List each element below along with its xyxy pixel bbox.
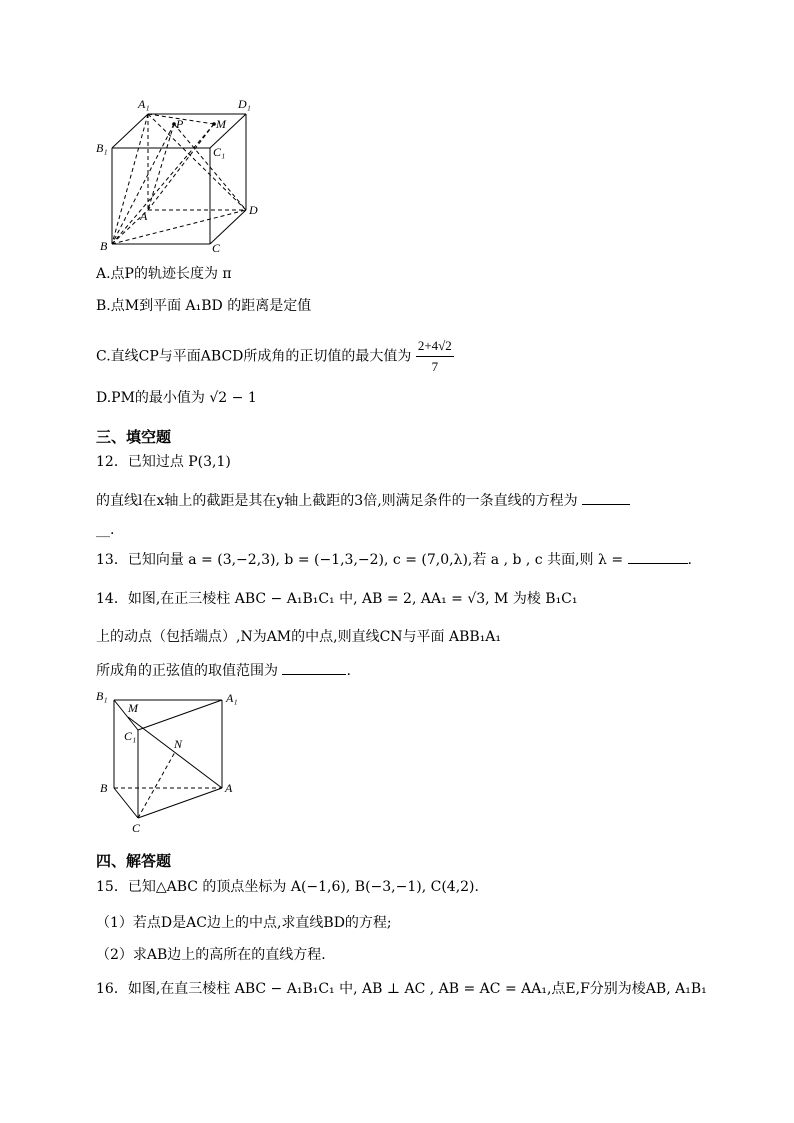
label-a: A <box>140 209 148 223</box>
label-n: N <box>174 737 183 751</box>
option-c-numerator: 2+4√2 <box>416 336 454 357</box>
label-d: D <box>249 203 258 217</box>
question-15: 15．已知△ABC 的顶点坐标为 A(−1,6), B(−3,−1), C(4,2). <box>96 879 479 895</box>
label-p: P <box>176 117 184 131</box>
label-b1: B₁ <box>96 689 108 703</box>
answer-blank-14 <box>282 660 346 675</box>
question-12-text: 的直线l在x轴上的截距是其在y轴上截距的3倍,则满足条件的一条直线的方程为 <box>96 493 578 509</box>
label-b1: B₁ <box>96 141 108 155</box>
option-a: A.点P的轨迹长度为 π <box>96 266 232 282</box>
question-12-line1: 12．已知过点 P(3,1) <box>96 454 231 470</box>
label-a1: A₁ <box>138 97 150 111</box>
option-b: B.点M到平面 A₁BD 的距离是定值 <box>96 298 312 314</box>
option-d: D.PM的最小值为 √2 − 1 <box>96 390 257 406</box>
question-15-part2: （2）求AB边上的高所在的直线方程. <box>96 947 326 963</box>
question-16: 16．如图,在直三棱柱 ABC − A₁B₁C₁ 中, AB ⊥ AC , AB = AC = AA₁,点E,F分别为棱AB, A₁B₁ <box>96 981 707 997</box>
section-fill-in-heading: 三、填空题 <box>96 428 172 446</box>
label-c: C <box>212 241 221 255</box>
prism-figure <box>94 686 254 836</box>
label-c1: C₁ <box>124 729 137 743</box>
question-13: 13．已知向量 a = (3,−2,3), b = (−1,3,−2), c = (7,0,λ),若 a , b , c 共面,则 λ = . <box>96 549 692 570</box>
answer-blank-13 <box>628 549 688 564</box>
label-m: M <box>216 117 226 131</box>
section-answer-heading: 四、解答题 <box>96 852 172 870</box>
question-14-line2: 上的动点（包括端点）,N为AM的中点,则直线CN与平面 ABB₁A₁ <box>96 629 502 645</box>
label-b: B <box>100 781 108 795</box>
option-c-denominator: 7 <box>431 359 439 374</box>
question-14-line1: 14．如图,在正三棱柱 ABC − A₁B₁C₁ 中, AB = 2, AA₁ = √3, M 为棱 B₁C₁ <box>96 591 578 607</box>
question-14-text: 所成角的正弦值的取值范围为 <box>96 663 278 679</box>
label-m: M <box>128 701 138 715</box>
label-c1: C₁ <box>213 145 226 159</box>
option-c <box>96 336 454 377</box>
question-15-part1: （1）若点D是AC边上的中点,求直线BD的方程; <box>96 915 392 931</box>
label-a: A <box>225 781 233 795</box>
option-c-fraction <box>416 336 454 377</box>
question-14-line3: 所成角的正弦值的取值范围为 . <box>96 660 351 681</box>
cube-figure <box>92 94 272 256</box>
question-12-line3: __. <box>96 522 115 538</box>
label-d1: D₁ <box>238 97 251 111</box>
option-c-text: C.直线CP与平面ABCD所成角的正切值的最大值为 <box>96 348 412 365</box>
question-12-line2 <box>96 490 630 511</box>
question-13-text: 13．已知向量 a = (3,−2,3), b = (−1,3,−2), c = (7,0,λ),若 a , b , c 共面,则 λ = <box>96 552 624 568</box>
answer-blank-12 <box>582 490 630 505</box>
label-a1: A₁ <box>226 691 238 705</box>
label-c: C <box>132 821 141 835</box>
label-b: B <box>100 239 108 253</box>
